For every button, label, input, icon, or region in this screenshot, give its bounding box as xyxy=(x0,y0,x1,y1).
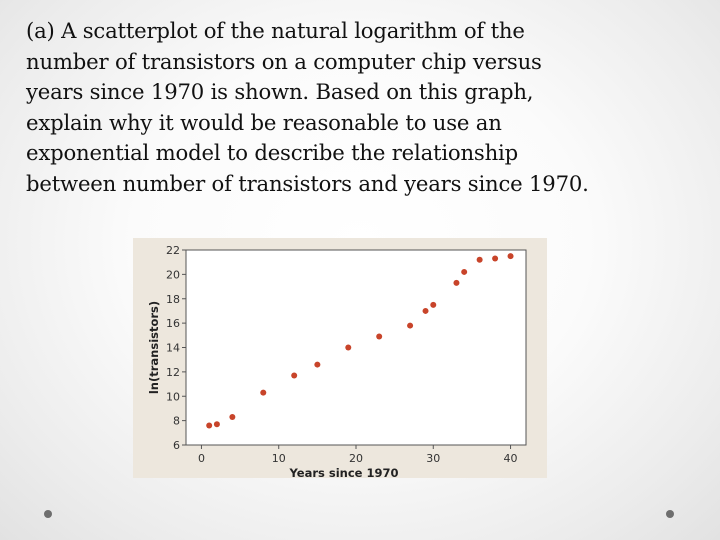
x-tick-label: 0 xyxy=(197,452,205,465)
scatterplot-figure xyxy=(133,238,547,478)
data-point xyxy=(206,423,212,429)
x-tick-label: 10 xyxy=(271,452,286,465)
data-point xyxy=(508,253,514,259)
data-point xyxy=(376,334,382,340)
slide-body-text xyxy=(26,16,706,199)
data-point xyxy=(345,345,351,351)
y-tick-label: 10 xyxy=(166,390,180,404)
data-point xyxy=(430,302,436,308)
x-tick-label: 30 xyxy=(426,452,441,465)
data-point xyxy=(291,373,297,379)
data-point xyxy=(453,280,459,286)
data-point xyxy=(214,421,220,427)
data-point xyxy=(477,257,483,263)
x-tick-label: 40 xyxy=(503,452,518,465)
slide-text-line: between number of transistors and years since 1970. xyxy=(26,170,589,196)
data-point xyxy=(461,269,467,275)
data-point xyxy=(314,362,320,368)
plot-area xyxy=(186,250,526,445)
decorative-dot-right xyxy=(666,510,674,518)
y-tick-label: 14 xyxy=(166,341,180,355)
x-tick-label: 20 xyxy=(349,452,363,465)
slide-text-line: explain why it would be reasonable to use an xyxy=(26,109,502,135)
slide-text-line: years since 1970 is shown. Based on this graph, xyxy=(26,79,534,104)
decorative-dot-left xyxy=(44,510,52,518)
slide-text-line: (a) A scatterplot of the natural logarithm of the xyxy=(26,18,525,43)
data-point xyxy=(407,323,413,329)
y-tick-label: 22 xyxy=(166,244,180,257)
data-point xyxy=(260,390,266,396)
slide-text-line: exponential model to describe the relationship xyxy=(26,140,518,165)
y-tick-label: 8 xyxy=(173,414,180,428)
data-point xyxy=(423,308,429,314)
data-point xyxy=(492,256,498,262)
y-tick-label: 20 xyxy=(166,268,180,282)
y-axis-label: ln(transistors) xyxy=(147,300,161,395)
y-tick-label: 6 xyxy=(173,439,180,452)
x-axis-label: Years since 1970 xyxy=(289,466,399,478)
y-tick-label: 16 xyxy=(166,317,180,331)
slide-text-line: number of transistors on a computer chip versus xyxy=(26,48,542,74)
y-tick-label: 18 xyxy=(166,292,180,306)
scatterplot-chart xyxy=(133,238,547,478)
y-tick-label: 12 xyxy=(166,365,180,379)
data-point xyxy=(229,414,235,420)
